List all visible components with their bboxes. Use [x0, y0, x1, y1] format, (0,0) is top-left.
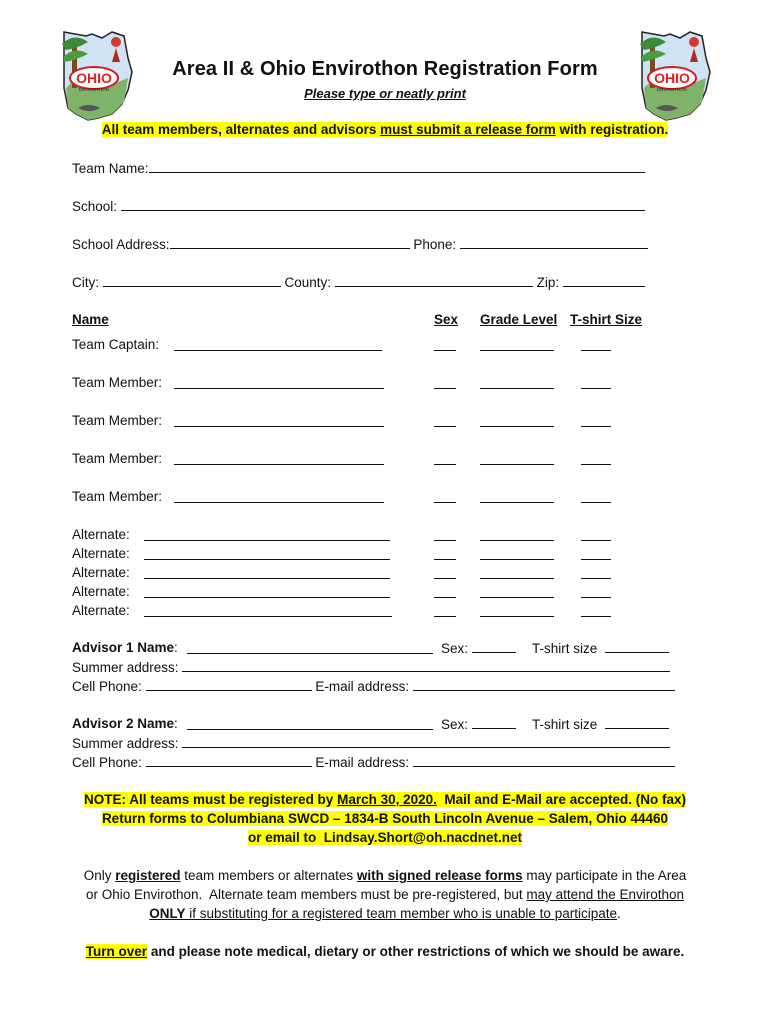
school-address-field[interactable]: School Address: Phone:: [72, 236, 648, 252]
advisor-1-tshirt-field[interactable]: T-shirt size: [532, 640, 669, 656]
return-address-note: Return forms to Columbiana SWCD – 1834-B South Lincoln Avenue – Salem, Ohio 44460: [101, 811, 669, 826]
team-member-row[interactable]: Team Member:: [72, 413, 692, 431]
policy-line-2: or Ohio Envirothon. Alternate team members must be pre-registered, but may attend the Envirothon: [85, 887, 685, 902]
team-captain-row[interactable]: Team Captain:: [72, 337, 692, 355]
svg-text:OHIO: OHIO: [654, 70, 690, 86]
school-field[interactable]: School:: [72, 198, 645, 214]
team-name-field[interactable]: Team Name:: [72, 160, 645, 176]
advisor-2-tshirt-field[interactable]: T-shirt size: [532, 716, 669, 732]
alternate-row[interactable]: Alternate:: [72, 565, 692, 583]
form-subtitle: Please type or neatly print: [304, 86, 466, 101]
city-county-zip-fields[interactable]: City: County: Zip:: [72, 274, 645, 290]
svg-text:OHIO: OHIO: [76, 70, 112, 86]
alternate-row[interactable]: Alternate:: [72, 603, 692, 621]
form-title: Area II & Ohio Envirothon Registration Form: [172, 58, 598, 80]
advisor-1-name-line[interactable]: [187, 653, 433, 654]
column-header-tshirt: T-shirt Size: [570, 312, 643, 327]
alternate-row[interactable]: Alternate:: [72, 584, 692, 602]
svg-text:ENVIROTHON: ENVIROTHON: [656, 87, 688, 92]
column-header-sex: Sex: [434, 312, 459, 327]
alternate-row[interactable]: Alternate:: [72, 546, 692, 564]
alternate-row[interactable]: Alternate:: [72, 527, 692, 545]
advisor-2-summer-address-field[interactable]: Summer address:: [72, 735, 670, 751]
column-header-grade: Grade Level: [480, 312, 558, 327]
turn-over-note: Turn over and please note medical, dietary or other restrictions of which we should be aware.: [85, 944, 685, 959]
email-note: or email to Lindsay.Short@oh.nacdnet.net: [248, 830, 522, 845]
release-form-notice: All team members, alternates and advisors must submit a release form with registration.: [101, 122, 669, 137]
column-header-name: Name: [72, 312, 109, 327]
policy-line-3: ONLY if substituting for a registered team member who is unable to participate.: [149, 906, 621, 921]
advisor-2-cell-phone-field[interactable]: Cell Phone: E-mail address:: [72, 754, 675, 770]
advisor-1-sex-field[interactable]: Sex:: [441, 640, 516, 656]
advisor-2-name-line[interactable]: [187, 729, 433, 730]
svg-text:ENVIROTHON: ENVIROTHON: [78, 87, 110, 92]
policy-line-1: Only registered team members or alternates with signed release forms may participate in the Area: [83, 868, 687, 883]
advisor-2-sex-field[interactable]: Sex:: [441, 716, 516, 732]
advisor-1-summer-address-field[interactable]: Summer address:: [72, 659, 670, 675]
team-member-row[interactable]: Team Member:: [72, 451, 692, 469]
advisor-1-name-field[interactable]: Advisor 1 Name:: [72, 640, 178, 655]
deadline-note: NOTE: All teams must be registered by March 30, 2020. Mail and E-Mail are accepted. (No fax): [84, 792, 686, 807]
team-member-row[interactable]: Team Member:: [72, 489, 692, 507]
team-member-row[interactable]: Team Member:: [72, 375, 692, 393]
advisor-2-name-field[interactable]: Advisor 2 Name:: [72, 716, 178, 731]
advisor-1-cell-phone-field[interactable]: Cell Phone: E-mail address:: [72, 678, 675, 694]
